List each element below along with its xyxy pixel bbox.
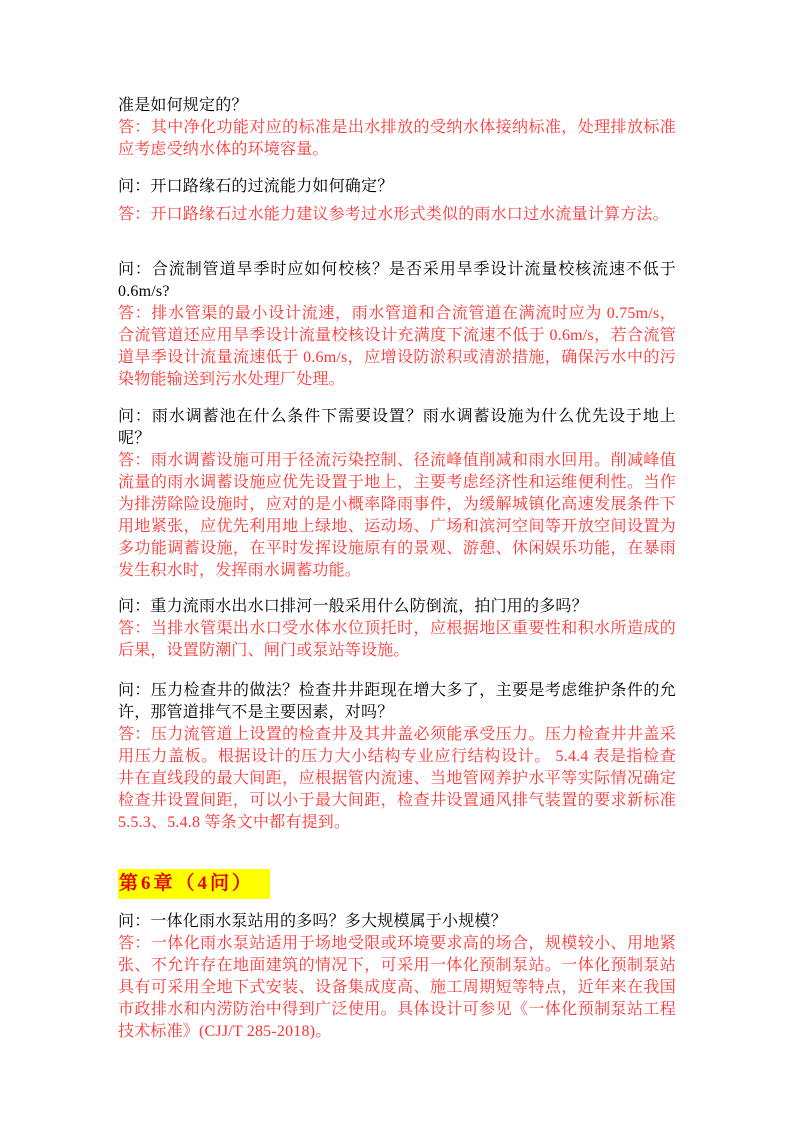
qa-block — [118, 680, 676, 834]
question-text: 问：重力流雨水出水口排河一般采用什么防倒流，拍门用的多吗？ — [118, 598, 588, 615]
qa-block — [118, 406, 676, 582]
question-fragment-text: 准是如何规定的？ — [118, 97, 248, 114]
question-text: 问：一体化雨水泵站用的多吗？多大规模属于小规模？ — [118, 913, 507, 930]
question-text: 问：合流制管道旱季时应如何校核？是否采用旱季设计流量校核流速不低于0.6m/s? — [118, 261, 676, 300]
page-content — [118, 95, 676, 1043]
answer-text: 答：当排水管渠出水口受水体水位顶托时，应根据地区重要性和积水所造成的后果，设置防潮门、闸门或泵站等设施。 — [118, 620, 676, 659]
qa-block — [118, 259, 676, 391]
chapter-heading — [118, 869, 676, 899]
qa-block — [118, 911, 676, 1043]
answer-text: 答：排水管渠的最小设计流速，雨水管道和合流管道在满流时应为 0.75m/s，合流管道还应用旱季设计流量校核设计充满度下流速不低于 0.6m/s，若合流管道旱季设计流量流速低于 0.6m/s，应增设防淤积或清淤措施，确保污水中的污染物能输送到污水处理厂处理。 — [118, 305, 676, 388]
question-text: 问：雨水调蓄池在什么条件下需要设置？雨水调蓄设施为什么优先设于地上呢？ — [118, 408, 676, 447]
question-text: 问：开口路缘石的过流能力如何确定？ — [118, 178, 394, 195]
answer-text: 答：开口路缘石过水能力建议参考过水形式类似的雨水口过水流量计算方法。 — [118, 206, 669, 223]
question-text: 问：压力检查井的做法？检查井井距现在增大多了，主要是考虑维护条件的允许，那管道排气不是主要因素，对吗？ — [118, 682, 676, 721]
answer-text: 答：其中净化功能对应的标准是出水排放的受纳水体接纳标准，处理排放标准应考虑受纳水体的环境容量。 — [118, 119, 676, 158]
qa-block — [118, 596, 676, 662]
qa-block — [118, 176, 676, 226]
answer-text: 答：一体化雨水泵站适用于场地受限或环境要求高的场合，规模较小、用地紧张、不允许存在地面建筑的情况下，可采用一体化预制泵站。一体化预制泵站具有可采用全地下式安装、设备集成度高、施工周期短等特点，近年来在我国市政排水和内涝防治中得到广泛使用。具体设计可参见《一体化预制泵站工程技术标准》(CJJ/T 285-2018)。 — [118, 935, 676, 1040]
answer-text: 答：雨水调蓄设施可用于径流污染控制、径流峰值削减和雨水回用。削减峰值流量的雨水调蓄设施应优先设置于地上，主要考虑经济性和运维便利性。当作为排涝除险设施时，应对的是小概率降雨事件，为缓解城镇化高速发展条件下用地紧张，应优先利用地上绿地、运动场、广场和滨河空间等开放空间设置为多功能调蓄设施，在平时发挥设施原有的景观、游憩、休闲娱乐功能，在暴雨发生积水时，发挥雨水调蓄功能。 — [118, 452, 676, 579]
chapter-heading-text: 第6章（4问） — [118, 869, 270, 899]
qa-block-continued — [118, 95, 676, 161]
answer-text: 答：压力流管道上设置的检查井及其井盖必须能承受压力。压力检查井井盖采用压力盖板。根据设计的压力大小结构专业应行结构设计。 5.4.4 表是指检查井在直线段的最大间距，应根据管内流速、当地管网养护水平等实际情况确定检查井设置间距，可以小于最大间距，检查井设置通风排气装置的要求新标准 5.5.3、5.4.8 等条文中都有提到。 — [118, 726, 676, 831]
